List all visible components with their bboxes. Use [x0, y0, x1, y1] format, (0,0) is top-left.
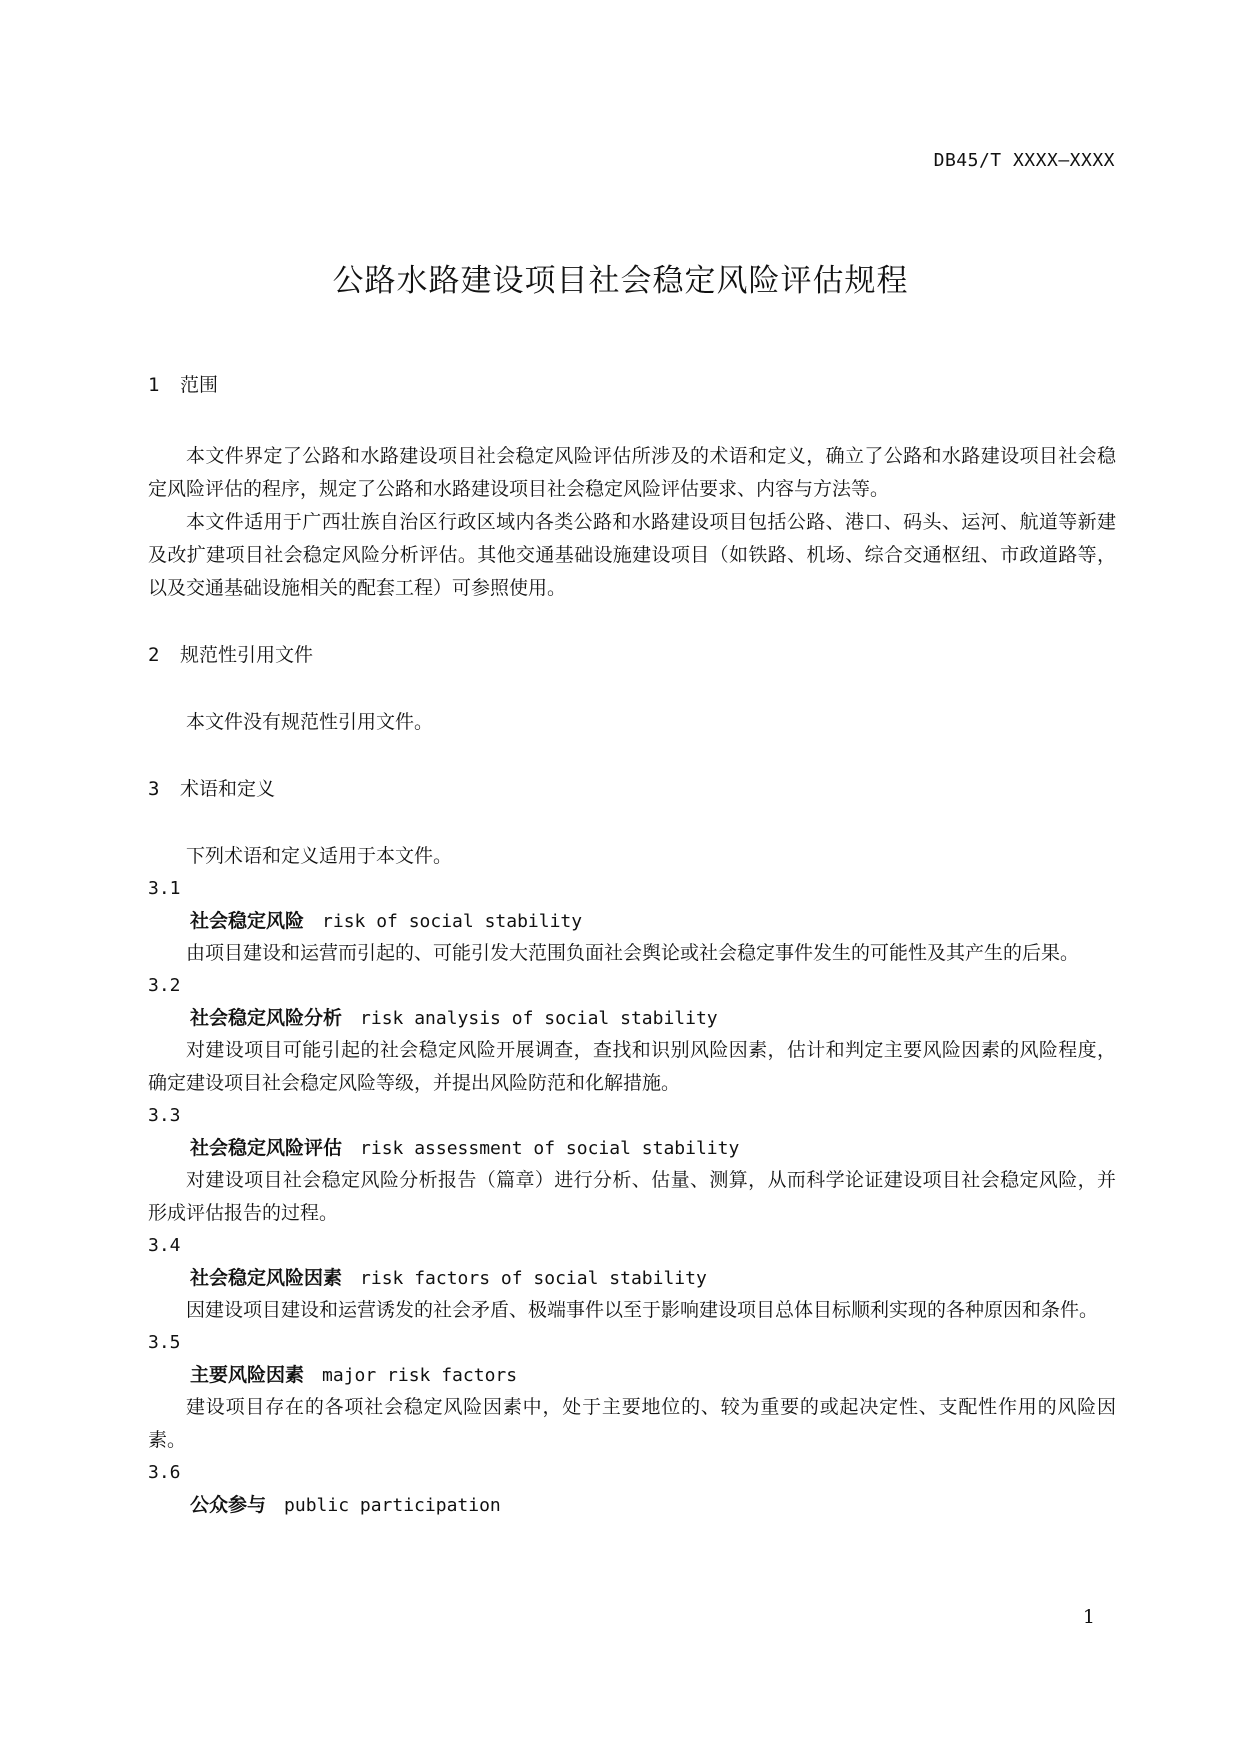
section-heading-scope: [148, 370, 1116, 400]
term-english: risk of social stability: [322, 911, 583, 932]
term-english: risk factors of social stability: [360, 1268, 707, 1289]
term-number: 3.5: [148, 1332, 181, 1353]
document-code: DB45/T XXXX—XXXX: [933, 150, 1115, 171]
section-title: 术语和定义: [180, 778, 276, 800]
term-chinese: 社会稳定风险: [190, 910, 305, 932]
document-title: 公路水路建设项目社会稳定风险评估规程: [332, 263, 909, 299]
term-english: risk assessment of social stability: [360, 1138, 740, 1159]
page-number: 1: [1082, 1606, 1095, 1628]
term-chinese: 社会稳定风险分析: [190, 1007, 343, 1029]
term-definition: 对建设项目社会稳定风险分析报告（篇章）进行分析、估量、测算，从而科学论证建设项目社会稳定风险，并形成评估报告的过程。: [148, 1169, 1116, 1224]
term-definition: 因建设项目建设和运营诱发的社会矛盾、极端事件以至于影响建设项目总体目标顺利实现的各种原因和条件。: [186, 1299, 1099, 1321]
term-entry: [148, 1489, 1116, 1521]
term-chinese: 社会稳定风险评估: [190, 1137, 343, 1159]
term-entry: [148, 1002, 1116, 1034]
term-definition: 由项目建设和运营而引起的、可能引发大范围负面社会舆论或社会稳定事件发生的可能性及其产生的后果。: [186, 942, 1080, 964]
document-body: [148, 370, 1116, 1521]
term-entry: [148, 1132, 1116, 1164]
term-number: 3.1: [148, 878, 181, 899]
section-number: 2: [148, 644, 160, 666]
section-title: 范围: [180, 374, 219, 396]
section-number: 1: [148, 374, 160, 396]
term-chinese: 社会稳定风险因素: [190, 1267, 343, 1289]
term-entry: [148, 1262, 1116, 1294]
term-number: 3.2: [148, 975, 181, 996]
term-definition: 对建设项目可能引起的社会稳定风险开展调查，查找和识别风险因素，估计和判定主要风险因素的风险程度，确定建设项目社会稳定风险等级，并提出风险防范和化解措施。: [148, 1039, 1116, 1094]
section-title: 规范性引用文件: [180, 644, 314, 666]
term-number: 3.3: [148, 1105, 181, 1126]
paragraph: 本文件适用于广西壮族自治区行政区域内各类公路和水路建设项目包括公路、港口、码头、运河、航道等新建及改扩建项目社会稳定风险分析评估。其他交通基础设施建设项目（如铁路、机场、综合交通枢纽、市政道路等，以及交通基础设施相关的配套工程）可参照使用。: [148, 511, 1116, 599]
term-english: public participation: [284, 1495, 501, 1516]
paragraph: 本文件界定了公路和水路建设项目社会稳定风险评估所涉及的术语和定义，确立了公路和水路建设项目社会稳定风险评估的程序，规定了公路和水路建设项目社会稳定风险评估要求、内容与方法等。: [148, 445, 1116, 500]
term-entry: [148, 905, 1116, 937]
term-number: 3.4: [148, 1235, 181, 1256]
term-number: 3.6: [148, 1462, 181, 1483]
term-entry: [148, 1359, 1116, 1391]
section-heading-normative-references: [148, 640, 1116, 670]
paragraph: 本文件没有规范性引用文件。: [186, 711, 434, 733]
term-english: risk analysis of social stability: [360, 1008, 718, 1029]
term-chinese: 主要风险因素: [190, 1364, 305, 1386]
term-english: major risk factors: [322, 1365, 518, 1386]
term-definition: 建设项目存在的各项社会稳定风险因素中，处于主要地位的、较为重要的或起决定性、支配性作用的风险因素。: [148, 1396, 1116, 1451]
section-heading-terms-definitions: [148, 774, 1116, 804]
paragraph: 下列术语和定义适用于本文件。: [186, 845, 453, 867]
term-chinese: 公众参与: [190, 1494, 267, 1516]
section-number: 3: [148, 778, 160, 800]
